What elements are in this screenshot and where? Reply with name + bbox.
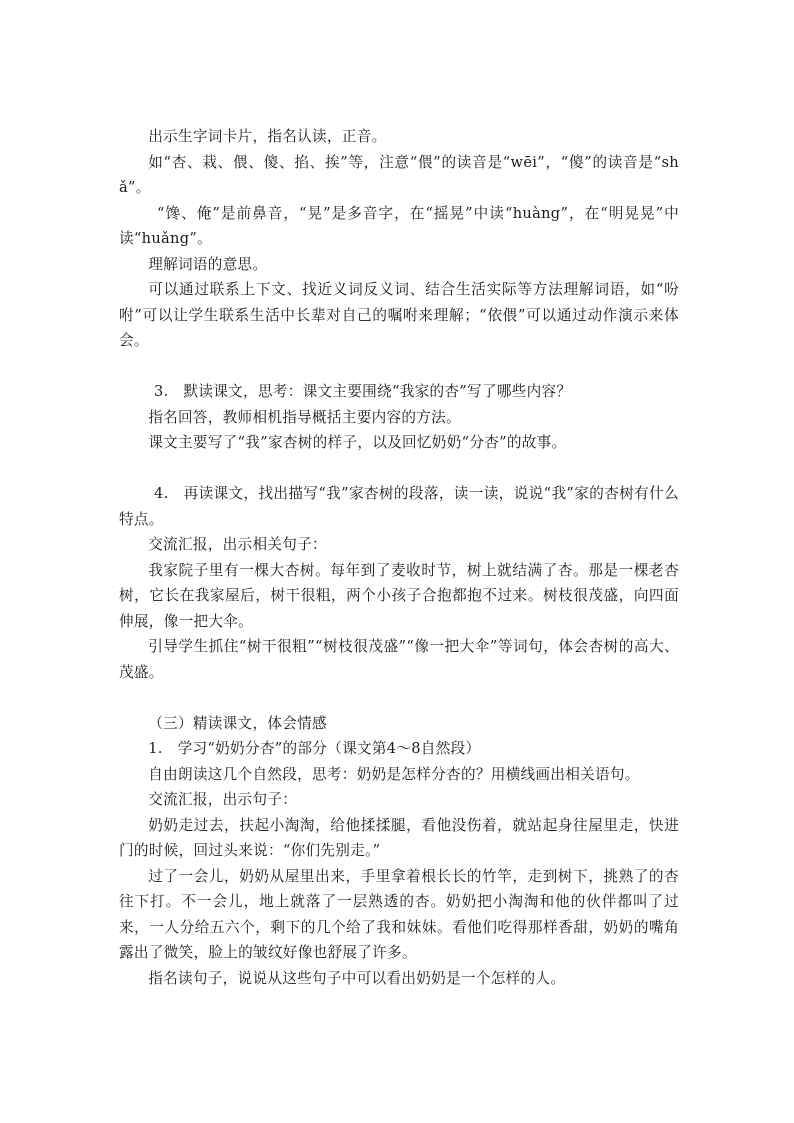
paragraph: 课文主要写了“我”家杏树的样子，以及回忆奶奶“分杏”的故事。	[148, 434, 567, 451]
paragraph: 我家院子里有一棵大杏树。每年到了麦收时节，树上就结满了杏。那是一棵老杏树，它长在我家屋后，树干很粗，两个小孩子合抱都抱不过来。树枝很茂盛，向四面伸展，像一把大伞。	[119, 561, 679, 630]
paragraph-gap	[119, 456, 679, 482]
paragraph: 指名读句子，说说从这些句子中可以看出奶奶是一个怎样的人。	[148, 969, 566, 987]
paragraph-gap	[119, 354, 679, 380]
paragraph: 3. 默读课文，思考：课文主要围绕“我家的杏”写了哪些内容？	[154, 383, 572, 400]
paragraph: 过了一会儿，奶奶从屋里出来，手里拿着根长长的竹竿，走到树下，挑熟了的杏往下打。不一会儿，地上就落了一层熟透的杏。奶奶把小淘淘和他的伙伴都叫了过来，一人分给五六个，剩下的几个给了我和妹妹。看他们吃得那样香甜，奶奶的嘴角露出了微笑，脸上的皱纹好像也舒展了许多。	[119, 867, 679, 961]
paragraph: 理解词语的意思。	[148, 255, 268, 273]
paragraph: “馋、俺”是前鼻音，“晃”是多音字，在“摇晃”中读“huàng”，在“明晃晃”中读“huǎng”。	[119, 204, 679, 247]
paragraph: 出示生字词卡片，指名认读，正音。	[148, 128, 387, 145]
paragraph: 引导学生抓住“树干很粗”“树枝很茂盛”“像一把大伞”等词句，体会杏树的高大、茂盛。	[119, 638, 679, 681]
paragraph: 交流汇报，出示相关句子：	[148, 536, 327, 553]
paragraph: 4. 再读课文，找出描写“我”家杏树的段落，读一读，说说“我”家的杏树有什么特点。	[119, 485, 679, 528]
paragraph: 如“杏、栽、偎、傻、掐、挨”等，注意“偎”的读音是“wēi”，“傻”的读音是“shǎ”。	[119, 153, 679, 196]
section-heading: （三）精读课文，体会情感	[148, 714, 327, 732]
paragraph: 奶奶走过去，扶起小淘淘，给他揉揉腿，看他没伤着，就站起身往屋里走，快进门的时候，回过头来说：“你们先别走。”	[119, 816, 679, 859]
paragraph: 可以通过联系上下文、找近义词反义词、结合生活实际等方法理解词语，如“吩咐”可以让学生联系生活中长辈对自己的嘱咐来理解；“依偎”可以通过动作演示来体会。	[119, 281, 679, 349]
paragraph-gap	[119, 685, 679, 711]
paragraph: 交流汇报，出示句子：	[148, 791, 298, 808]
document-body	[119, 124, 679, 991]
paragraph: 自由朗读这几个自然段，思考：奶奶是怎样分杏的？用横线画出相关语句。	[148, 765, 640, 783]
paragraph: 指名回答，教师相机指导概括主要内容的方法。	[148, 408, 461, 426]
paragraph: 1. 学习“奶奶分杏”的部分（课文第4～8自然段）	[148, 740, 481, 757]
